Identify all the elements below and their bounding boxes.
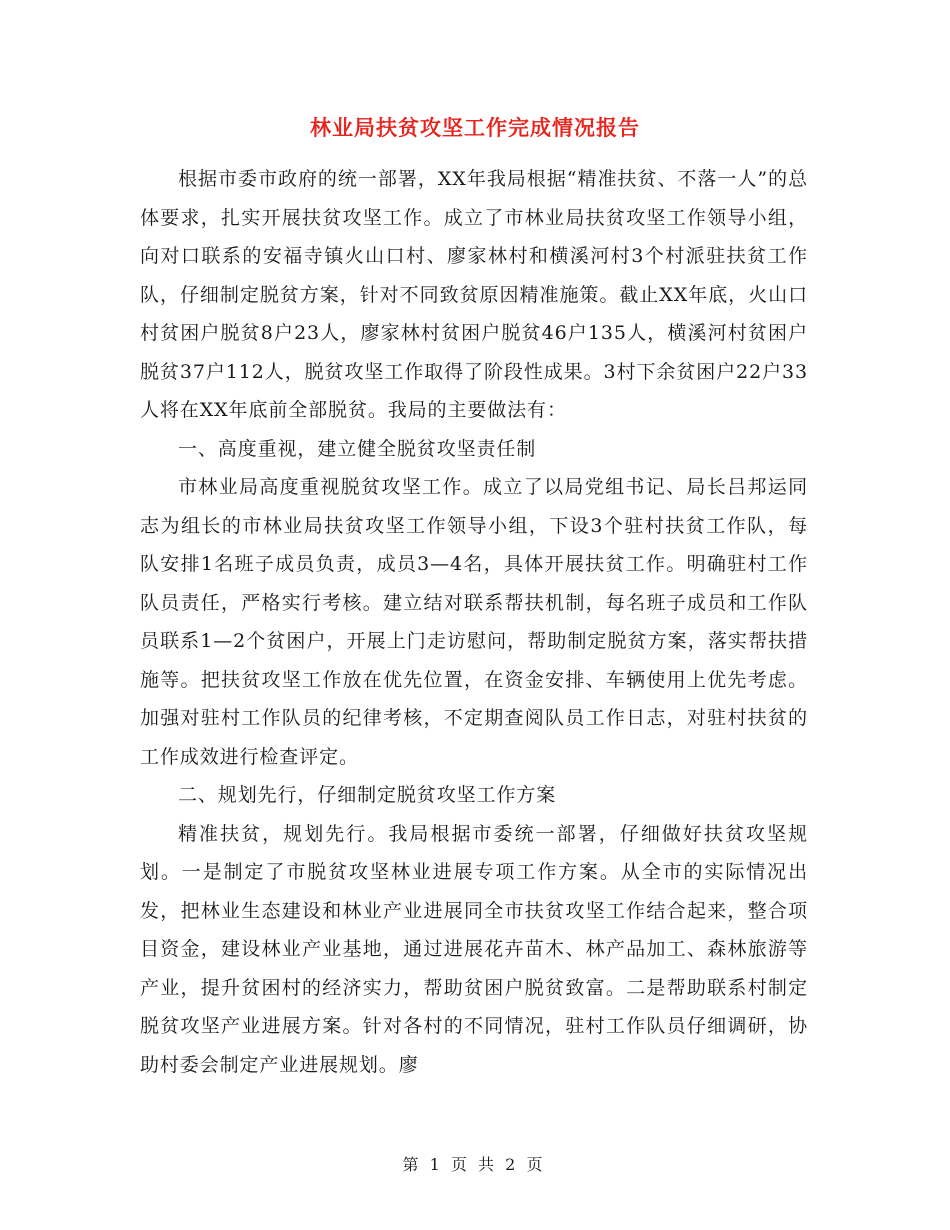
footer-total-unit: 页 [526, 1155, 544, 1174]
footer-total-word: 共 [478, 1155, 496, 1174]
document-title: 林业局扶贫攻坚工作完成情况报告 [310, 115, 640, 140]
footer-total-pages: 2 [505, 1155, 517, 1174]
paragraph-intro: 根据市委市政府的统一部署，XX年我局根据“精准扶贫、不落一人”的总体要求，扎实开展扶贫攻坚工作。成立了市林业局扶贫攻坚工作领导小组，向对口联系的安福寺镇火山口村、廖家林村和横溪河村3个村派驻扶贫工作队，仔细制定脱贫方案，针对不同致贫原因精准施策。截止XX年底，火山口村贫困户脱贫8户23人，廖家林村贫困户脱贫46户135人，横溪河村贫困户脱贫37户112人，脱贫攻坚工作取得了阶段性成果。3村下余贫困户22户33人将在XX年底前全部脱贫。我局的主要做法有： [140, 168, 808, 421]
footer-page-unit: 页 [450, 1155, 468, 1174]
paragraph-section-2: 精准扶贫，规划先行。我局根据市委统一部署，仔细做好扶贫攻坚规划。一是制定了市脱贫攻坚林业进展专项工作方案。从全市的实际情况出发，把林业生态建设和林业产业进展同全市扶贫攻坚工作结合起来，整合项目资金，建设林业产业基地，通过进展花卉苗木、林产品加工、森林旅游等产业，提升贫困村的经济实力，帮助贫困户脱贫致富。二是帮助联系村制定脱贫攻坚产业进展方案。针对各村的不同情况，驻村工作队员仔细调研，协助村委会制定产业进展规划。廖 [140, 822, 808, 1076]
document-body [140, 160, 808, 1084]
page-footer [0, 1152, 950, 1175]
section-heading-1: 一、高度重视，建立健全脱贫攻坚责任制 [178, 437, 537, 460]
section-heading-2: 二、规划先行，仔细制定脱贫攻坚工作方案 [178, 784, 557, 806]
paragraph-section-1: 市林业局高度重视脱贫攻坚工作。成立了以局党组书记、局长吕邦运同志为组长的市林业局扶贫攻坚工作领导小组，下设3个驻村扶贫工作队，每队安排1名班子成员负责，成员3—4名，具体开展扶贫工作。明确驻村工作队员责任，严格实行考核。建立结对联系帮扶机制，每名班子成员和工作队员联系1—2个贫困户，开展上门走访慰问，帮助制定脱贫方案，落实帮扶措施等。把扶贫攻坚工作放在优先位置，在资金安排、车辆使用上优先考虑。加强对驻村工作队员的纪律考核，不定期查阅队员工作日志，对驻村扶贫的工作成效进行检查评定。 [140, 476, 808, 768]
footer-page-number: 1 [429, 1155, 441, 1174]
footer-page-word: 第 [402, 1155, 420, 1174]
